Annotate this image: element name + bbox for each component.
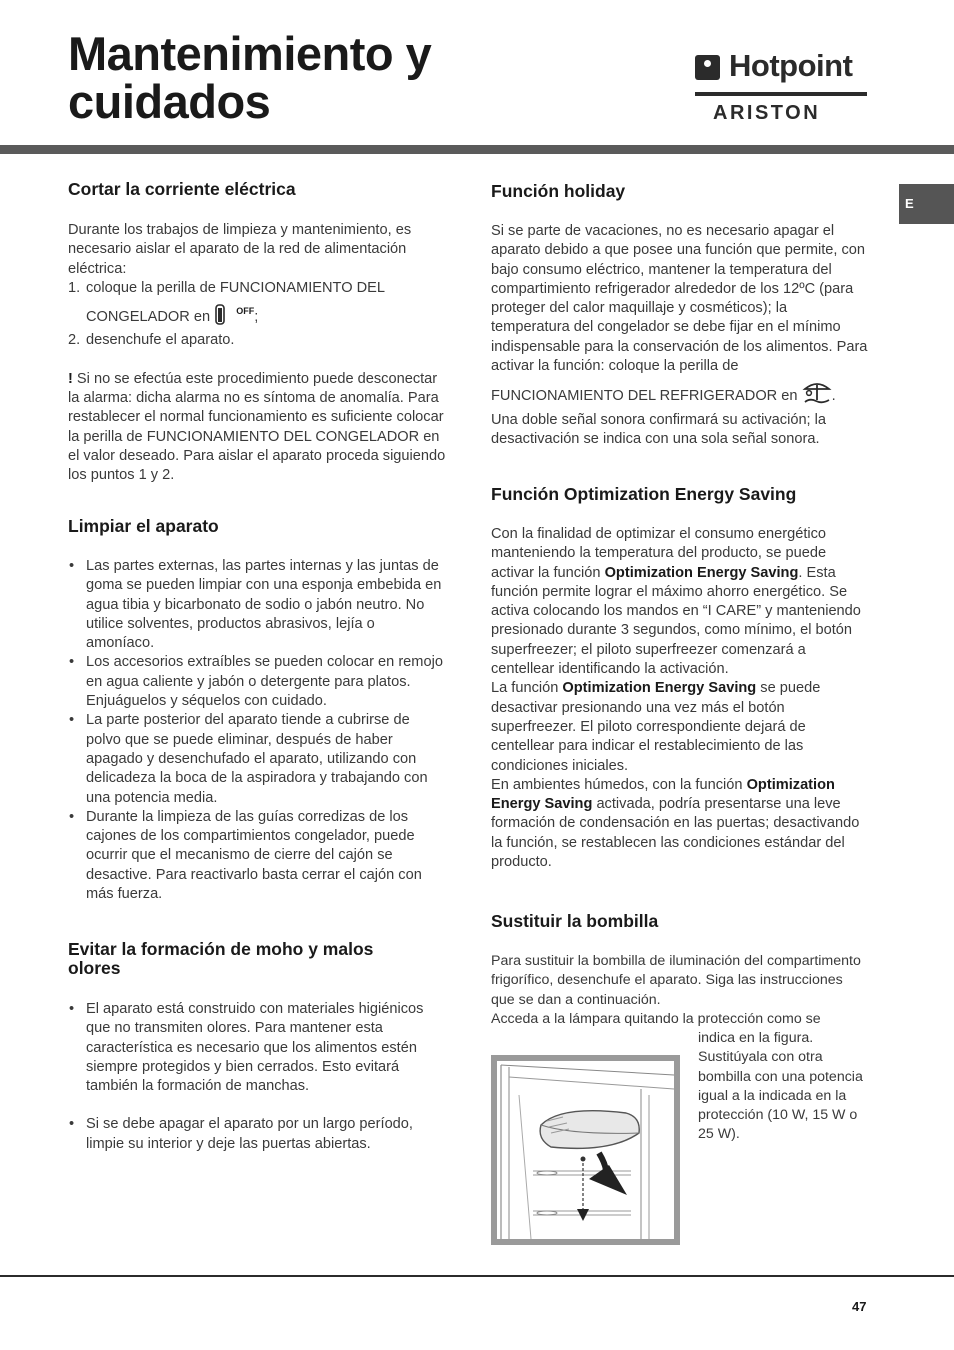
step-text: desenchufe el aparato. [86,332,235,349]
list-item: • Las partes externas, las partes internas y las juntas de goma se pueden limpiar con una esponja embebida en agua tibia y bicarbonato de sodio o jabón neutro. No utilice solventes, productos abrasivos, lejía o amoníaco. [68,557,446,653]
list-item: • Durante la limpieza de las guías corredizas de los cajones de los compartimientos congelador, puede ocurrir que el mecanismo de cierre del cajón se desactive. Para reactivarlo basta cerrar el cajón con más fuerza. [68,808,446,904]
footer-rule [0,1275,954,1277]
page-title-line-2: cuidados [68,75,271,128]
section-holiday-body [491,222,869,449]
section-bulb-body [491,952,869,1029]
section-power-cut [68,180,446,199]
section-cleaning [68,517,446,536]
paragraph: Para sustituir la bombilla de iluminación del compartimento frigorífico, desenchufe el aparato. Siga las instrucciones que se dan a continuación. [491,953,861,1008]
paragraph-text: FUNCIONAMIENTO DEL REFRIGERADOR en [491,388,798,405]
section-holiday [491,182,869,201]
page-title-line-1: Mantenimiento y [68,27,432,80]
paragraph-punctuation: . [831,388,836,405]
warning-mark: ! [68,370,73,387]
section-heading: Evitar la formación de moho y malos olores [68,939,374,978]
page-title [68,27,432,128]
section-cleaning-body [68,557,446,904]
bulb-side-text [698,1029,870,1145]
section-heading: Función holiday [491,181,626,201]
paragraph [491,525,869,679]
step-number: 1. [68,279,81,296]
brand-logo [695,48,867,124]
paragraph-text: se puede desactivar presionando una vez más el botón superfreezer. El piloto correspondiente dejará de centellear para indicar el restablecimiento de las condiciones iniciales. [491,680,821,774]
hotpoint-mark-icon [695,55,720,80]
step-punctuation: ; [254,309,259,326]
paragraph-text: activada, podría presentarse una leve formación de condensación en las puertas; desactivando la función, se restablecen las condiciones estándar del producto. [491,796,860,871]
step-text: CONGELADOR en [86,309,211,326]
emphasis-text: Optimization Energy Saving [604,564,799,581]
brand-secondary: ARISTON [713,102,821,124]
language-tab [899,184,954,224]
step-number: 2. [68,332,81,349]
section-heading: Sustituir la bombilla [491,911,659,931]
paragraph [491,679,869,775]
section-energy-saving-body [491,525,869,872]
bulb-replacement-illustration [491,1055,680,1245]
paragraph [491,776,869,872]
paragraph: Una doble señal sonora confirmará su activación; la desactivación se indica con una sola señal sonora. [491,411,827,447]
step-text: coloque la perilla de FUNCIONAMIENTO DEL [86,279,386,296]
section-mold-body [68,1000,446,1154]
section-energy-saving [491,485,869,504]
bullet-list [68,1000,446,1154]
paragraph-text: Con la finalidad de optimizar el consumo energético manteniendo la temperatura del producto, se puede activar la función [491,526,827,581]
numbered-step [68,279,446,298]
paragraph-text: En ambientes húmedos, con la función [491,776,747,793]
list-item: • La parte posterior del aparato tiende a cubrirse de polvo que se puede eliminar, después de haber apagado y desenchufado el aparato, utilizando con delicadeza la boca de la aspiradora y trabajando con una potencia media. [68,711,446,807]
section-heading: Función Optimization Energy Saving [491,484,797,504]
brand-primary: Hotpoint [729,48,853,83]
section-mold [68,940,428,978]
page-number: 47 [852,1299,867,1314]
numbered-step [68,331,446,350]
warning-text: Si no se efectúa este procedimiento puede desconectar la alarma: dicha alarma no es síntoma de anomalía. Para restablecer el normal funcionamiento es suficiente colocar la perilla de FUNCIONAMIENTO DEL CONGELADOR en el valor deseado. Para aislar el aparato proceda siguiendo los puntos 1 y 2. [68,370,446,484]
paragraph-line [491,380,869,410]
bullet-list [68,557,446,904]
list-item: • Los accesorios extraíbles se pueden colocar en remojo en agua caliente y jabón o detergente para platos. Enjuáguelos y séquelos con cuidado. [68,653,446,711]
paragraph: indica en la figura. Sustitúyala con otra bombilla con una potencia igual a la indicada en la protección (10 W, 15 W o 25 W). [698,1030,863,1143]
logo-divider [695,92,867,96]
header-bar [0,145,954,154]
paragraph-text: La función [491,680,563,697]
paragraph-text: . Esta función permite lograr el máximo ahorro energético. Se activa colocando los mandos en “I CARE” y manteniendo presionado durante 3 segundos, como mínimo, el botón superfreezer; el piloto superfreezer comenzará a centellear identificando la activación. [491,564,861,678]
paragraph: Acceda a la lámpara quitando la protección como se [491,1010,821,1027]
paragraph: Si se parte de vacaciones, no es necesario apagar el aparato debido a que posee una función que permite, con bajo consumo eléctrico, mantener la temperatura del compartimiento refrigerador alrededor de los 12ºC (para proteger del calor maquillaje y cosméticos); la temperatura del congelador se debe fijar en el mínimo indispensable para la conservación de los alimentos. Para activar la función: coloque la perilla de [491,223,868,375]
warning-paragraph [68,370,446,486]
list-item: • Si se debe apagar el aparato por un largo período, limpie su interior y deje las puertas abiertas. [68,1115,446,1154]
emphasis-text: Optimization Energy Saving [562,680,757,697]
section-heading: Limpiar el aparato [68,516,219,536]
language-tab-label: E [905,196,914,211]
off-label: OFF [236,306,255,317]
emphasis-text: Optimization Energy Saving [491,776,835,813]
holiday-beach-icon [802,380,832,410]
paragraph: Durante los trabajos de limpieza y mantenimiento, es necesario aislar el aparato de la red de alimentación eléctrica: [68,222,412,277]
numbered-step-continuation [68,302,446,331]
list-item: • El aparato está construido con materiales higiénicos que no transmiten olores. Para mantener esta característica es necesario que los alimentos estén siempre protegidos y bien cerrados. Esto evitará también la formación de manchas. [68,1000,446,1096]
section-power-cut-body [68,221,446,486]
section-bulb [491,912,869,931]
section-heading: Cortar la corriente eléctrica [68,179,296,199]
